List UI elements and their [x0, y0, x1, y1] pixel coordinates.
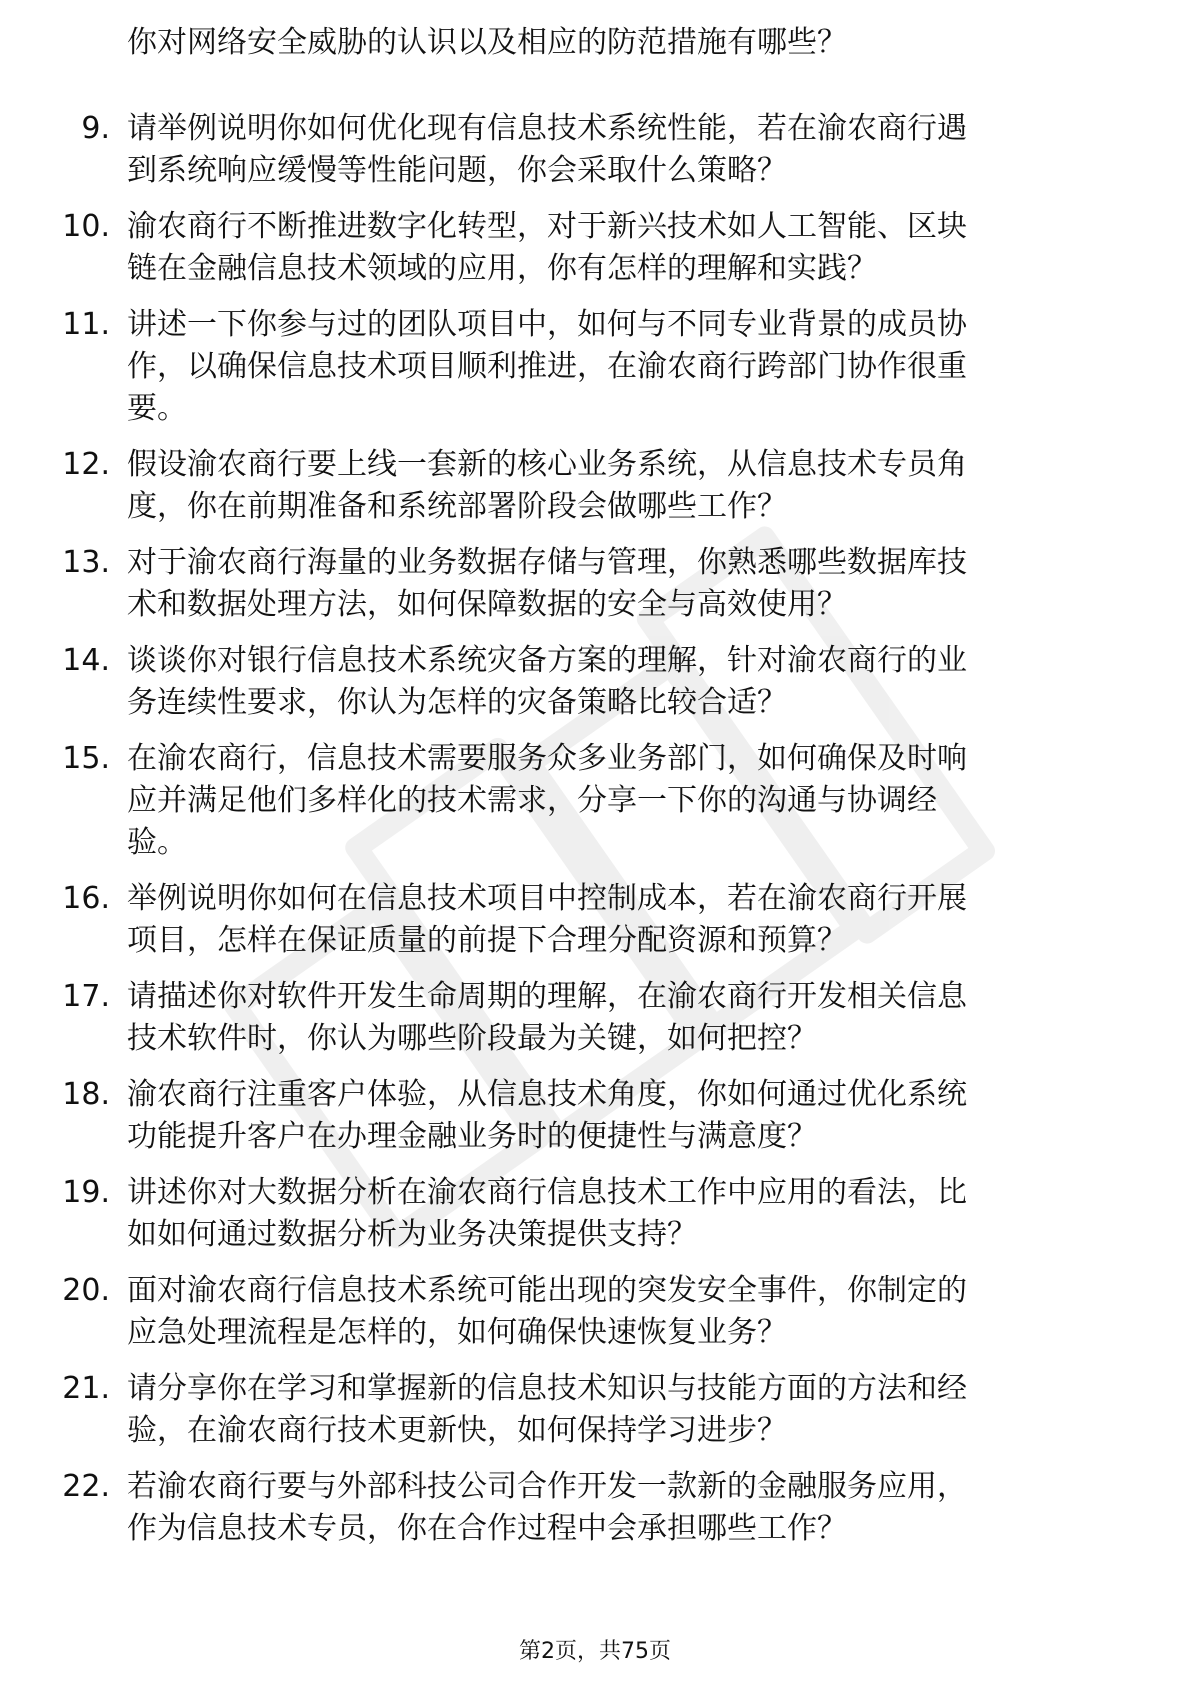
question-text [127, 738, 1112, 864]
question-line: 举例说明你如何在信息技术项目中控制成本，若在渝农商行开展 [127, 881, 967, 916]
question-line: 术和数据处理方法，如何保障数据的安全与高效使用？ [127, 587, 847, 622]
question-line: 若渝农商行要与外部科技公司合作开发一款新的金融服务应用， [127, 1469, 967, 1504]
question-line: 链在金融信息技术领域的应用，你有怎样的理解和实践？ [127, 251, 877, 286]
question-line: 请分享你在学习和掌握新的信息技术知识与技能方面的方法和经 [127, 1371, 967, 1406]
question-text [127, 1270, 1112, 1354]
question-line: 请举例说明你如何优化现有信息技术系统性能，若在渝农商行遇 [127, 111, 967, 146]
question-text [127, 1466, 1112, 1550]
question-line: 谈谈你对银行信息技术系统灾备方案的理解，针对渝农商行的业 [127, 643, 967, 678]
question-text [127, 976, 1112, 1060]
question-number: 17. [62, 979, 110, 1014]
question-line: 作，以确保信息技术项目顺利推进，在渝农商行跨部门协作很重 [127, 349, 967, 384]
question-number: 18. [62, 1077, 110, 1112]
question-number: 21. [62, 1371, 110, 1406]
question-text [127, 1172, 1112, 1256]
question-line: 在渝农商行，信息技术需要服务众多业务部门，如何确保及时响 [127, 741, 967, 776]
question-text [127, 542, 1112, 626]
question-line: 应并满足他们多样化的技术需求，分享一下你的沟通与协调经 [127, 783, 937, 818]
question-line: 到系统响应缓慢等性能问题，你会采取什么策略？ [127, 153, 787, 188]
question-line: 如如何通过数据分析为业务决策提供支持？ [127, 1217, 697, 1252]
question-line: 要。 [127, 391, 187, 426]
question-text [127, 640, 1112, 724]
question-number: 22. [62, 1469, 110, 1504]
continuation-text: 你对网络安全威胁的认识以及相应的防范措施有哪些？ [127, 25, 847, 60]
question-line: 请描述你对软件开发生命周期的理解，在渝农商行开发相关信息 [127, 979, 967, 1014]
question-line: 讲述一下你参与过的团队项目中，如何与不同专业背景的成员协 [127, 307, 967, 342]
question-line: 对于渝农商行海量的业务数据存储与管理，你熟悉哪些数据库技 [127, 545, 967, 580]
page-footer: 第2页，共75页 [519, 1639, 671, 1664]
question-line: 功能提升客户在办理金融业务时的便捷性与满意度？ [127, 1119, 817, 1154]
question-number: 14. [62, 643, 110, 678]
question-number: 10. [62, 209, 110, 244]
question-line: 作为信息技术专员，你在合作过程中会承担哪些工作？ [127, 1511, 847, 1546]
question-line: 应急处理流程是怎样的，如何确保快速恢复业务？ [127, 1315, 787, 1350]
question-line: 技术软件时，你认为哪些阶段最为关键，如何把控？ [127, 1021, 817, 1056]
question-number: 20. [62, 1273, 110, 1308]
question-text [127, 206, 1112, 290]
question-text [127, 108, 1112, 192]
question-line: 项目，怎样在保证质量的前提下合理分配资源和预算？ [127, 923, 847, 958]
question-line: 验，在渝农商行技术更新快，如何保持学习进步？ [127, 1413, 787, 1448]
question-text [127, 444, 1112, 528]
question-number: 15. [62, 741, 110, 776]
question-number: 9. [81, 111, 110, 146]
question-line: 面对渝农商行信息技术系统可能出现的突发安全事件，你制定的 [127, 1273, 967, 1308]
question-line: 假设渝农商行要上线一套新的核心业务系统，从信息技术专员角 [127, 447, 967, 482]
question-line: 度，你在前期准备和系统部署阶段会做哪些工作？ [127, 489, 787, 524]
question-line: 讲述你对大数据分析在渝农商行信息技术工作中应用的看法，比 [127, 1175, 967, 1210]
question-number: 13. [62, 545, 110, 580]
question-line: 务连续性要求，你认为怎样的灾备策略比较合适？ [127, 685, 787, 720]
question-number: 11. [62, 307, 110, 342]
question-text [127, 304, 1112, 430]
question-text [127, 878, 1112, 962]
question-line: 渝农商行注重客户体验，从信息技术角度，你如何通过优化系统 [127, 1077, 967, 1112]
question-number: 16. [62, 881, 110, 916]
question-text [127, 1368, 1112, 1452]
question-number: 19. [62, 1175, 110, 1210]
question-line: 验。 [127, 825, 187, 860]
question-number: 12. [62, 447, 110, 482]
question-line: 渝农商行不断推进数字化转型，对于新兴技术如人工智能、区块 [127, 209, 967, 244]
question-text [127, 1074, 1112, 1158]
